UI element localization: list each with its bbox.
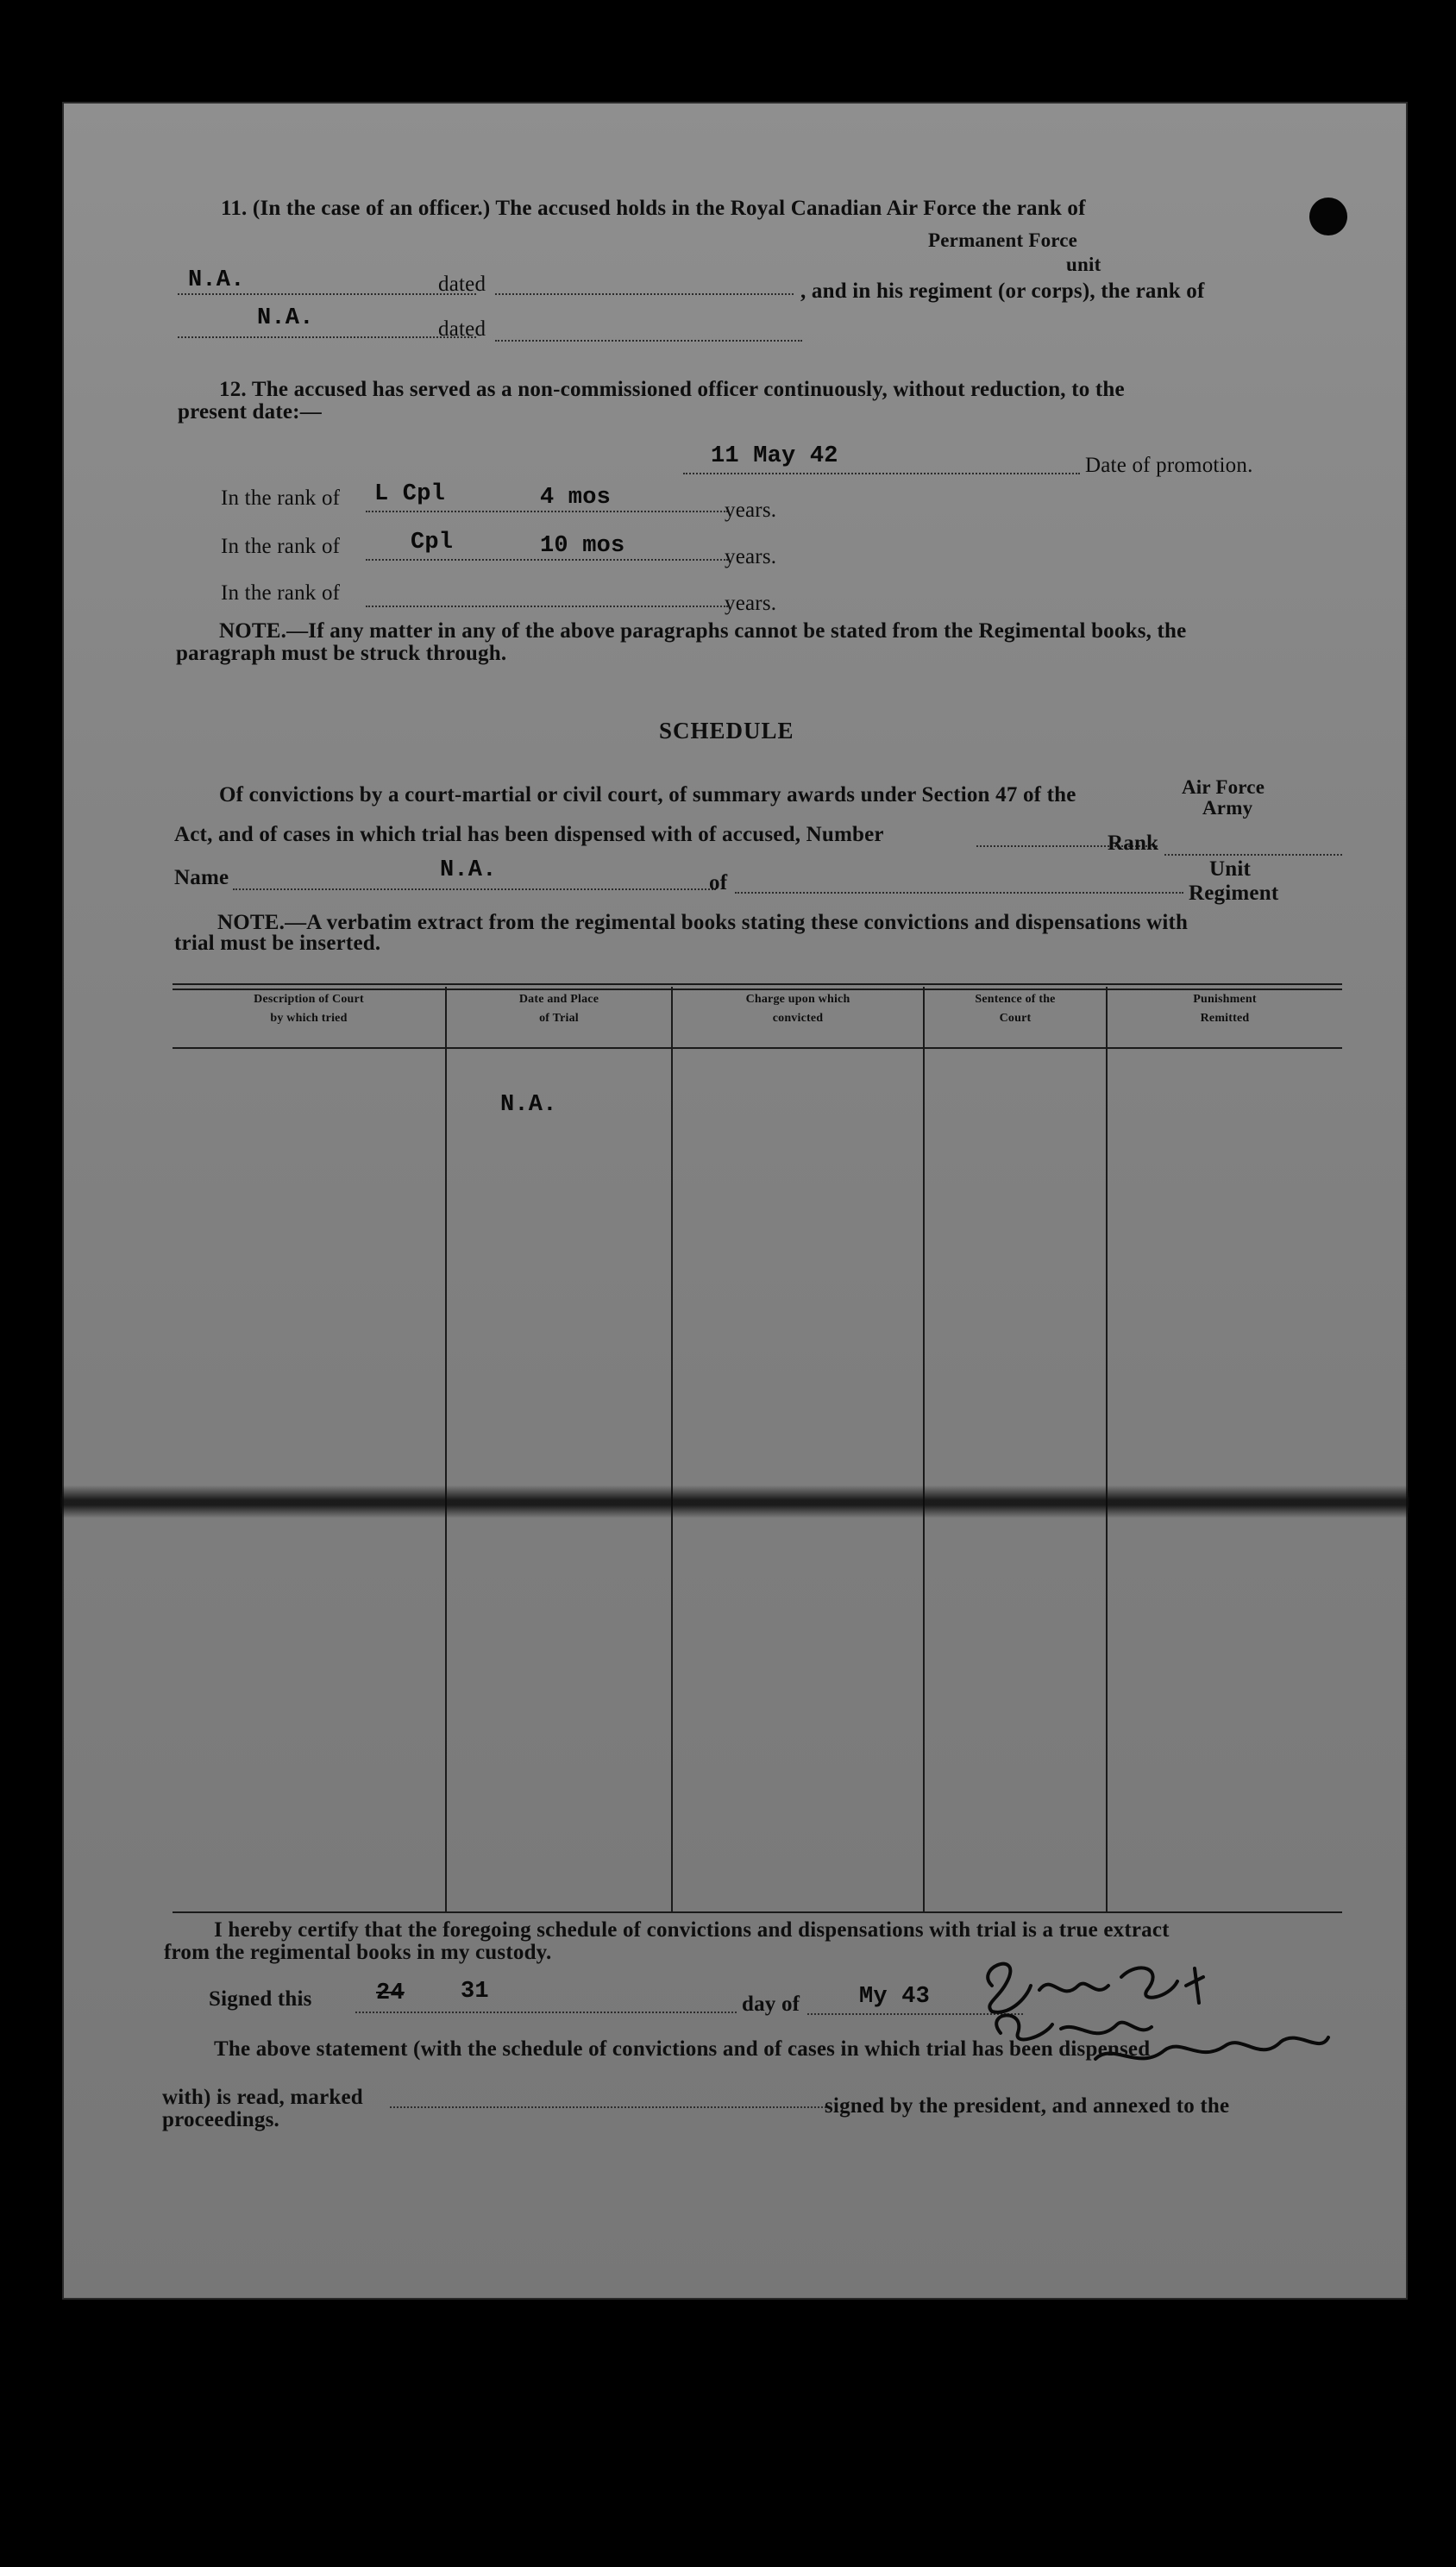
table-header-sentence-l1: Sentence of the [975, 993, 1056, 1006]
month-year: My 43 [859, 1984, 931, 2010]
para12-line1: 12. The accused has served as a non-commissioned officer continuously, without reduction, to the [219, 378, 1125, 401]
promotion-label: Date of promotion. [1085, 454, 1253, 477]
para11-rank-line [178, 293, 476, 295]
para11-regiment-line [178, 336, 476, 338]
rank-2: Cpl [411, 530, 454, 555]
promotion-date-line [683, 473, 1080, 474]
para12-line2: present date:— [178, 400, 322, 424]
schedule-army: Army [1202, 797, 1253, 819]
years-3: years. [725, 592, 777, 615]
rank-1-duration: 4 mos [540, 485, 612, 511]
para11-dated2: dated [438, 317, 486, 341]
para11-middle: , and in his regiment (or corps), the rank of [800, 279, 1205, 303]
table-header-court-l2: by which tried [270, 1012, 348, 1025]
para11-dated1: dated [438, 273, 486, 296]
signed-label: Signed this [209, 1987, 312, 2011]
para11-regiment-value: N.A. [257, 305, 314, 331]
punch-hole [1309, 198, 1347, 235]
schedule-line1: Of convictions by a court-martial or civil court, of summary awards under Section 47 of the [219, 783, 1076, 807]
table-header-court [173, 990, 445, 1028]
rank-label-1: In the rank of [221, 486, 341, 510]
day-line [355, 2012, 737, 2013]
table-header-sentence-l2: Court [999, 1012, 1032, 1025]
schedule-note-line1: NOTE.—A verbatim extract from the regimental books stating these convictions and dispensations with [217, 911, 1189, 934]
name-line [233, 888, 716, 890]
table-header-charge-l2: convicted [772, 1012, 824, 1025]
of-label: of [709, 871, 728, 894]
name-label: Name [174, 866, 229, 889]
rank-2-duration: 10 mos [540, 533, 625, 559]
table-entry: N.A. [500, 1092, 557, 1118]
schedule-air-force: Air Force [1182, 776, 1265, 798]
rank-1-line [366, 511, 728, 512]
schedule-unit: Unit [1209, 857, 1252, 881]
schedule-line2: Act, and of cases in which trial has been dispensed with of accused, Number [174, 823, 884, 846]
table-col-divider-1 [445, 987, 447, 1913]
schedule-note-line2: trial must be inserted. [174, 932, 381, 955]
rank-label-3: In the rank of [221, 581, 341, 605]
table-header-sentence [925, 990, 1106, 1028]
name-value: N.A. [440, 857, 497, 883]
day-value: 31 [461, 1979, 489, 2005]
para11-line1: 11. (In the case of an officer.) The accused holds in the Royal Canadian Air Force the rank of [221, 197, 1086, 220]
years-1: years. [725, 499, 777, 522]
rank-2-line [366, 559, 728, 561]
table-header-charge-l1: Charge upon which [745, 993, 850, 1006]
statement-line3: proceedings. [162, 2108, 279, 2131]
para11-dated2-line [495, 340, 802, 342]
para11-unit: unit [1066, 254, 1101, 275]
statement-line2b: signed by the president, and annexed to the [825, 2094, 1230, 2118]
table-header-date-l1: Date and Place [518, 993, 599, 1006]
para12-note-line2: paragraph must be struck through. [176, 642, 507, 665]
handwritten-signature [966, 1951, 1346, 2089]
statement-line2a: with) is read, marked [162, 2086, 363, 2109]
table-header-date-l2: of Trial [539, 1012, 579, 1025]
para11-dated1-line [495, 293, 794, 295]
marked-line [390, 2106, 830, 2108]
schedule-regiment: Regiment [1189, 882, 1279, 905]
struck-day: 24 [376, 1980, 405, 2006]
table-header-charge [673, 990, 923, 1028]
of-line [735, 892, 1183, 894]
table-bottom-rule [173, 1911, 1342, 1913]
rank-3-line [366, 606, 728, 607]
rank-label-2: In the rank of [221, 535, 341, 558]
day-of-label: day of [742, 1993, 800, 2016]
certificate-line2: from the regimental books in my custody. [164, 1941, 552, 1964]
table-header-court-l1: Description of Court [254, 993, 364, 1006]
table-header-rule [173, 1047, 1342, 1049]
table-header-punishment [1108, 990, 1342, 1028]
para12-note-line1: NOTE.—If any matter in any of the above paragraphs cannot be stated from the Regimental books, the [219, 619, 1187, 643]
certificate-line1: I hereby certify that the foregoing schedule of convictions and dispensations with trial is a true extract [214, 1918, 1170, 1942]
schedule-rank: Rank [1108, 832, 1159, 855]
para11-perm-force: Permanent Force [928, 229, 1078, 251]
table-col-divider-3 [923, 987, 925, 1913]
table-header-punishment-l1: Punishment [1193, 993, 1257, 1006]
page-fold-shadow [60, 1485, 1409, 1518]
years-2: years. [725, 545, 777, 568]
para11-rank-value: N.A. [188, 267, 245, 293]
schedule-title: SCHEDULE [659, 718, 794, 744]
table-top-rule [173, 983, 1342, 985]
table-col-divider-4 [1106, 987, 1108, 1913]
table-header-date [447, 990, 671, 1028]
statement-line1: The above statement (with the schedule of convictions and of cases in which trial has been dispensed [214, 2037, 1151, 2061]
rank-line [1164, 854, 1342, 856]
promotion-date: 11 May 42 [711, 443, 838, 469]
rank-1: L Cpl [374, 481, 446, 507]
table-header-punishment-l2: Remitted [1200, 1012, 1250, 1025]
table-col-divider-2 [671, 987, 673, 1913]
